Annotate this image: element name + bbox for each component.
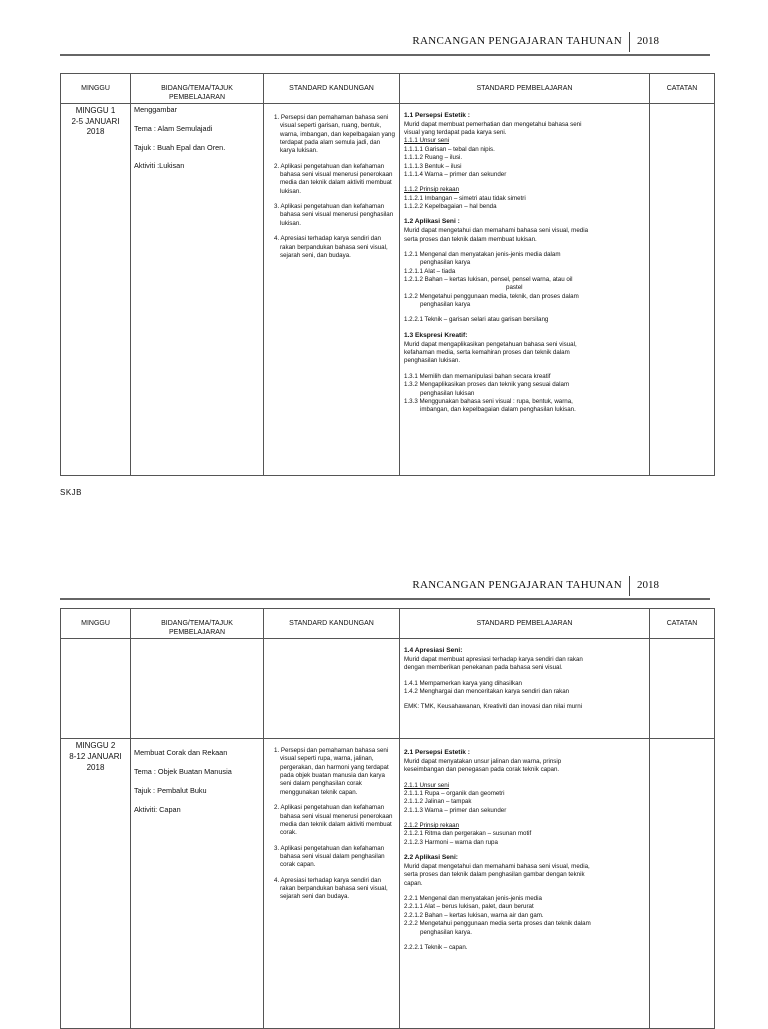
col-pembelajaran: STANDARD PEMBELAJARAN bbox=[400, 74, 650, 104]
standard-line: 2.1.1.2 Jalinan – tampak bbox=[404, 798, 472, 806]
standard-line: 2.1.1 Unsur seni bbox=[404, 781, 450, 789]
standard-line: 1.3.1 Memilih dan memanipulasi bahan secara kreatif bbox=[404, 372, 551, 380]
header-year: 2018 bbox=[637, 35, 659, 47]
week-dates: 8-12 JANUARI bbox=[69, 751, 122, 761]
standard-line: 2.1.2.3 Harmoni – warna dan rupa bbox=[404, 838, 498, 846]
footer-label: SKJB bbox=[60, 488, 83, 497]
spacer bbox=[404, 775, 646, 782]
standard-line: 1.2.1 Mengenal dan menyatakan jenis-jenis media dalam bbox=[404, 250, 561, 258]
kandungan-cell bbox=[264, 739, 400, 1029]
standard-line: 1.1.2 Prinsip rekaan bbox=[404, 186, 460, 194]
standard-line: visual yang terdapat pada karya seni. bbox=[404, 129, 507, 137]
standard-line: 1.1.1.4 Warna – primer dan sekunder bbox=[404, 170, 507, 178]
standard-line: 2.1.1.3 Warna – primer dan sekunder bbox=[404, 806, 507, 814]
col-minggu: MINGGU bbox=[61, 609, 131, 639]
bidang-cell bbox=[131, 639, 264, 739]
standard-line: 2.2.2.1 Teknik – capan. bbox=[404, 943, 468, 951]
catatan-cell bbox=[650, 639, 715, 739]
tema-text: Tema : Alam Semulajadi bbox=[134, 123, 213, 133]
tema-text: Tema : Objek Buatan Manusia bbox=[134, 766, 232, 776]
standard-line: kefahaman media, serta kemahiran proses dan teknik dalam bbox=[404, 349, 570, 357]
kandungan-cell bbox=[264, 639, 400, 739]
kandungan-item: 4. Apresiasi terhadap karya sendiri dan rakan berpandukan bahasa seni visual, sejarah seni, dan budaya. bbox=[274, 235, 388, 259]
standard-line: 2.1.2 Prinsip rekaan bbox=[404, 822, 460, 830]
week-year: 2018 bbox=[86, 127, 105, 137]
col-kandungan: STANDARD KANDUNGAN bbox=[264, 609, 400, 639]
header-title: RANCANGAN PENGAJARAN TAHUNAN bbox=[412, 579, 622, 591]
standard-line: penghasilan lukisan bbox=[420, 389, 475, 397]
week-label: MINGGU 1 bbox=[75, 105, 116, 115]
standard-line: 1.3.2 Mengaplikasikan proses dan teknik yang sesuai dalam bbox=[404, 381, 570, 389]
pembelajaran-cell bbox=[400, 739, 650, 1029]
table-row bbox=[61, 639, 715, 739]
standard-line: 1.3.3 Menggunakan bahasa seni visual : rupa, bentuk, warna, bbox=[404, 397, 573, 405]
spacer bbox=[404, 937, 646, 944]
standard-line: 1.2.2.1 Teknik – garisan selari atau garisan bersilang bbox=[404, 316, 549, 324]
standard-line: 1.1.2.1 Imbangan – simetri atau tidak simetri bbox=[404, 194, 526, 202]
standard-line: 2.1.2.1 Ritma dan pergerakan – susunan motif bbox=[404, 830, 532, 838]
standard-line: Murid dapat membuat apresiasi terhadap karya sendiri dan rakan bbox=[404, 655, 583, 663]
col-minggu: MINGGU bbox=[61, 74, 131, 104]
week-year: 2018 bbox=[86, 762, 105, 772]
spacer bbox=[404, 673, 646, 680]
standard-line: 1.1.1.3 Bentuk – ilusi bbox=[404, 162, 462, 170]
standard-line: capan. bbox=[404, 879, 423, 887]
tajuk-text: Tajuk : Pembalut Buku bbox=[134, 785, 207, 795]
kandungan-item: 4. Apresiasi terhadap karya sendiri dan rakan berpandukan bahasa seni visual, sejarah seni dan budaya. bbox=[274, 876, 388, 901]
tajuk-text: Tajuk : Buah Epal dan Oren. bbox=[134, 142, 226, 152]
standard-line: 1.4.1 Mempamerkan karya yang dihasilkan bbox=[404, 679, 522, 687]
spacer bbox=[404, 815, 646, 822]
header-year: 2018 bbox=[637, 579, 659, 591]
standard-line: 1.1.1.2 Ruang – ilusi. bbox=[404, 154, 463, 162]
standard-line: serta proses dan teknik dalam penghasilan gambar dengan teknik bbox=[404, 871, 585, 879]
col-kandungan: STANDARD KANDUNGAN bbox=[264, 74, 400, 104]
week-label: MINGGU 2 bbox=[75, 741, 116, 750]
standard-line: keseimbangan dan penegasan pada corak teknik capan. bbox=[404, 766, 560, 774]
kandungan-item: 1. Persepsi dan pemahaman bahasa seni visual seperti garisan, ruang, bentuk, warna, imbangan, dan kepelbagaian yang terdapat pada alam semula jadi, dan karya lukisan. bbox=[274, 113, 395, 155]
col-catatan: CATATAN bbox=[650, 74, 715, 104]
standard-line: penghasilan karya bbox=[420, 301, 471, 309]
standard-line: 2.2.2 Mengetahui penggunaan media serta proses dan teknik dalam bbox=[404, 920, 591, 928]
kandungan-item: 1. Persepsi dan pemahaman bahasa seni visual seperti rupa, warna, jalinan, pergerakan, dan harmoni yang terdapat pada objek buatan manusia dan karya seni dalam penghasilan corak menggunakan teknik capan. bbox=[274, 747, 389, 796]
header-rule bbox=[60, 598, 710, 600]
standard-heading: 1.4 Apresiasi Seni: bbox=[404, 647, 463, 654]
col-bidang: BIDANG/TEMA/TAJUK PEMBELAJARAN bbox=[131, 609, 264, 639]
week-dates: 2-5 JANUARI bbox=[71, 116, 120, 126]
standard-line: Murid dapat mengetahui dan memahami bahasa seni visual, media, bbox=[404, 863, 590, 871]
standard-line: penghasilan karya bbox=[420, 259, 471, 267]
standard-line: imbangan, dan kepelbagaian dalam penghasilan lukisan. bbox=[420, 406, 576, 414]
standard-line: Murid dapat mengetahui dan memahami bahasa seni visual, media bbox=[404, 227, 589, 235]
plan-table bbox=[60, 608, 715, 1029]
standard-line: dengan memberikan penekanan pada bahasa seni visual. bbox=[404, 664, 563, 672]
standard-heading: 1.2 Aplikasi Seni : bbox=[404, 218, 460, 226]
standard-line: 2.2.1.1 Alat – berus lukisan, palet, daun berurat bbox=[404, 903, 534, 911]
standard-line: 2.2.1.2 Bahan – kertas lukisan, warna air dan gam. bbox=[404, 911, 544, 919]
standard-line: 1.2.2 Mengetahui penggunaan media, teknik, dan proses dalam bbox=[404, 292, 579, 300]
standard-line: 2.1.1.1 Rupa – organik dan geometri bbox=[404, 789, 505, 797]
standard-line: EMK: TMK, Keusahawanan, Kreativiti dan inovasi dan nilai murni bbox=[404, 703, 583, 711]
standard-line: penghasilan karya. bbox=[420, 928, 472, 936]
standard-line: 1.2.1.2 Bahan – kertas lukisan, pensel, pensel warna, atau oil bbox=[404, 276, 573, 284]
standard-line: Murid dapat menyatakan unsur jalinan dan warna, prinsip bbox=[404, 757, 562, 765]
kandungan-item: 2. Aplikasi pengetahuan dan kefahaman bahasa seni visual menerusi penerokaan media dan teknik dalam aktiviti membuat corak. bbox=[274, 804, 393, 837]
aktiviti-text: Aktiviti :Lukisan bbox=[134, 161, 185, 171]
standard-line: 1.1.1 Unsur seni bbox=[404, 137, 450, 145]
standard-heading: 1.3 Ekspresi Kreatif: bbox=[404, 331, 468, 339]
standard-heading: 2.2 Aplikasi Seni: bbox=[404, 854, 458, 862]
standard-line: 1.1.2.2 Kepelbagaian – hal benda bbox=[404, 203, 497, 210]
bidang-text: Membuat Corak dan Rekaan bbox=[134, 748, 228, 757]
kandungan-item: 3. Aplikasi pengetahuan dan kefahaman bahasa seni visual dalam penghasilan corak capan. bbox=[274, 844, 385, 869]
standard-line: 1.2.1.1 Alat – tiada bbox=[404, 267, 456, 275]
header-separator bbox=[629, 576, 630, 596]
kandungan-item: 3. Aplikasi pengetahuan dan kefahaman bahasa seni visual menerusi penghasilan lukisan. bbox=[274, 203, 394, 227]
week-cell bbox=[61, 739, 131, 1029]
table-row bbox=[61, 739, 715, 1029]
table-header-row bbox=[61, 609, 715, 639]
aktiviti-text: Aktiviti: Capan bbox=[134, 804, 181, 814]
standard-line: 1.1.1.1 Garisan – tebal dan nipis. bbox=[404, 145, 495, 153]
catatan-cell bbox=[650, 739, 715, 1029]
standard-line: penghasilan lukisan. bbox=[404, 357, 461, 365]
spacer bbox=[404, 696, 646, 703]
bidang-text: Menggambar bbox=[134, 104, 177, 114]
spacer bbox=[404, 888, 646, 895]
pembelajaran-cell bbox=[400, 639, 650, 739]
col-pembelajaran: STANDARD PEMBELAJARAN bbox=[400, 609, 650, 639]
kandungan-item: 2. Aplikasi pengetahuan dan kefahaman bahasa seni visual menerusi penerokaan media dan teknik dalam aktiviti membuat lukisan. bbox=[274, 162, 393, 195]
col-catatan: CATATAN bbox=[650, 609, 715, 639]
bidang-cell bbox=[131, 739, 264, 1029]
week-cell bbox=[61, 639, 131, 739]
standard-line: Murid dapat membuat pemerhatian dan mengetahui bahasa seni bbox=[404, 120, 582, 128]
standard-line: 2.2.1 Mengenal dan menyatakan jenis-jenis media bbox=[404, 895, 542, 903]
standard-heading: 2.1 Persepsi Estetik : bbox=[404, 749, 470, 756]
page-header bbox=[60, 576, 710, 600]
standard-line: pastel bbox=[506, 284, 523, 292]
standard-line: serta proses dan teknik dalam membuat lukisan. bbox=[404, 235, 537, 243]
header-title: RANCANGAN PENGAJARAN TAHUNAN bbox=[412, 35, 622, 47]
col-bidang: BIDANG/TEMA/TAJUK PEMBELAJARAN bbox=[131, 74, 264, 104]
standard-line: Murid dapat mengaplikasikan pengetahuan bahasa seni visual, bbox=[404, 340, 577, 348]
spacer bbox=[404, 847, 646, 854]
standard-heading: 1.1 Persepsi Estetik : bbox=[404, 111, 470, 119]
standard-line: 1.4.2 Menghargai dan menceritakan karya sendiri dan rakan bbox=[404, 687, 570, 695]
